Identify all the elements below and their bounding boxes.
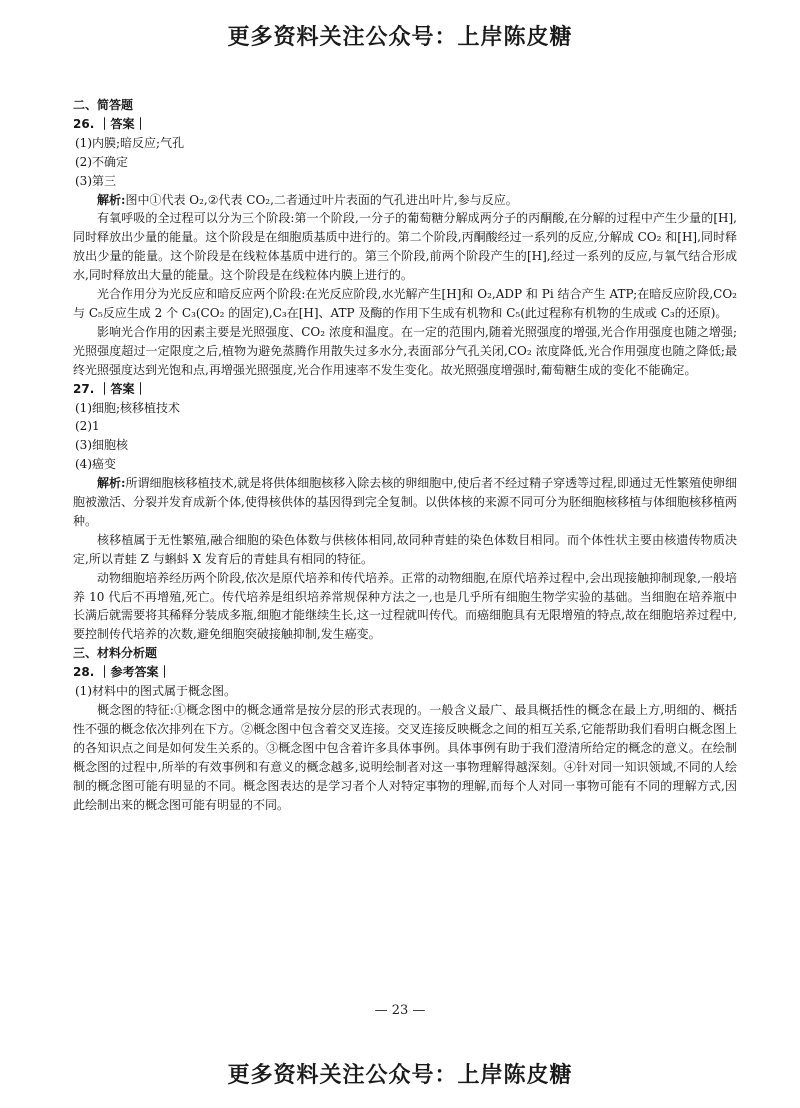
answer-line: (2)1 xyxy=(75,419,100,434)
top-banner: 更多资料关注公众号：上岸陈皮糖 xyxy=(227,25,573,50)
question-26-header xyxy=(73,115,737,134)
analysis-paragraph: 概念图的特征:①概念图中的概念通常是按分层的形式表现的。一般含义最广、最具概括性的概念在最上方,明细的、概括性不强的概念依次排列在下方。②概念图中包含着交叉连接。交叉连接反映概念之间的相互关系,它能帮助我们看明白概念图上的各知识点之间是如何发生关系的。③概念图中包含着许多具体事例。具体事例有助于我们澄清所给定的概念的意义。在绘制概念图的过程中,所举的有效事例和有意义的概念越多,说明绘制者对这一事物理解得越深刻。④针对同一知识领域,不同的人绘制的概念图可能有明显的不同。概念图表达的是学习者个人对特定事物的理解,而每个人对同一事物可能有不同的理解方式,因此绘制出来的概念图可能有明显的不同。 xyxy=(73,703,737,812)
page-content xyxy=(73,96,737,814)
analysis-paragraph xyxy=(73,191,737,210)
question-number: 26. xyxy=(73,116,95,131)
question-number: 28. xyxy=(73,665,95,680)
answer-tag: ｜答案｜ xyxy=(98,381,147,396)
bottom-banner: 更多资料关注公众号：上岸陈皮糖 xyxy=(227,1063,573,1088)
answer-tag: ｜答案｜ xyxy=(98,116,147,131)
answer-tag: ｜参考答案｜ xyxy=(98,665,171,680)
answer-line: (1)材料中的图式属于概念图。 xyxy=(75,684,236,699)
answer-line: (2)不确定 xyxy=(75,154,128,169)
analysis-label: 解析: xyxy=(97,192,126,207)
answer-line: (1)内膜;暗反应;气孔 xyxy=(75,135,185,150)
analysis-text: 所谓细胞核移植技术,就是将供体细胞核移入除去核的卵细胞中,使后者不经过精子穿透等过程,即通过无性繁殖使卵细胞被激活、分裂并发育成新个体,使得核供体的基因得到完全复制。以供体核的来源不同可分为胚细胞核移植与体细胞核移植两种。 xyxy=(73,476,737,528)
answer-line: (4)癌变 xyxy=(75,457,116,472)
answer-line: (1)细胞;核移植技术 xyxy=(75,400,181,415)
analysis-paragraph: 影响光合作用的因素主要是光照强度、CO₂ 浓度和温度。在一定的范围内,随着光照强度的增强,光合作用强度也随之增强;光照强度超过一定限度之后,植物为避免蒸腾作用散失过多水分,表面部分气孔关闭,CO₂ 浓度降低,光合作用强度也随之降低;最终光照强度达到光饱和点,再增强光照强度,光合作用速率不发生变化。故光照强度增强时,葡萄糖生成的变化不能确定。 xyxy=(73,324,737,377)
analysis-text: 图中①代表 O₂,②代表 CO₂,二者通过叶片表面的气孔进出叶片,参与反应。 xyxy=(125,192,518,207)
section-title-material-analysis: 三、材料分析题 xyxy=(73,646,158,661)
analysis-label: 解析: xyxy=(97,476,126,491)
analysis-paragraph: 核移植属于无性繁殖,融合细胞的染色体数与供核体相同,故同种青蛙的染色体数目相同。而个体性状主要由核遗传物质决定,所以青蛙 Z 与蝌蚪 X 发育后的青蛙具有相同的特征。 xyxy=(73,532,737,566)
analysis-paragraph xyxy=(73,474,737,531)
section-title-short-answer: 二、简答题 xyxy=(73,98,134,112)
answer-line: (3)第三 xyxy=(75,173,116,188)
page-number: — 23 — xyxy=(374,1003,426,1018)
question-28-header xyxy=(73,663,737,682)
question-27-header xyxy=(73,380,737,399)
analysis-paragraph: 光合作用分为光反应和暗反应两个阶段:在光反应阶段,水光解产生[H]和 O₂,ADP 和 Pi 结合产生 ATP;在暗反应阶段,CO₂与 C₅反应生成 2 个 C₃(CO₂ 的固定),C₃在[H]、ATP 及酶的作用下生成有机物和 C₅(此过程称有机物的生成或 C₃的还原)。 xyxy=(73,287,737,320)
answer-line: (3)细胞核 xyxy=(75,438,128,453)
question-number: 27. xyxy=(73,381,95,396)
analysis-paragraph: 动物细胞培养经历两个阶段,依次是原代培养和传代培养。正常的动物细胞,在原代培养过程中,会出现接触抑制现象,一般培养 10 代后不再增殖,死亡。传代培养是组织培养常规保种方法之一,也是几乎所有细胞生物学实验的基础。当细胞在培养瓶中长满后就需要将其稀释分装成多瓶,细胞才能继续生长,这一过程就叫传代。而癌细胞具有无限增殖的特点,故在细胞培养过程中,要控制传代培养的次数,避免细胞突破接触抑制,发生癌变。 xyxy=(73,570,737,642)
analysis-paragraph: 有氧呼吸的全过程可以分为三个阶段:第一个阶段,一分子的葡萄糖分解成两分子的丙酮酸,在分解的过程中产生少量的[H],同时释放出少量的能量。这个阶段是在细胞质基质中进行的。第二个阶段,丙酮酸经过一系列的反应,分解成 CO₂ 和[H],同时释放出少量的能量。这个阶段是在线粒体基质中进行的。第三个阶段,前两个阶段产生的[H],经过一系列的反应,与氧气结合形成水,同时释放出大量的能量。这个阶段是在线粒体内膜上进行的。 xyxy=(73,211,737,283)
